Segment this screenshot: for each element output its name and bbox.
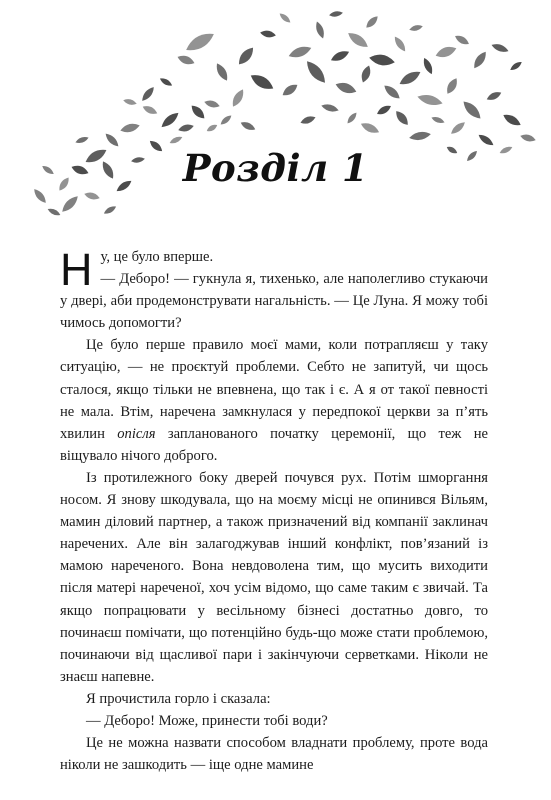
petal-shape	[519, 133, 536, 143]
petal-shape	[206, 123, 219, 134]
petal-shape	[449, 120, 467, 137]
falling-petals-decoration	[0, 0, 551, 230]
petal-shape	[434, 44, 458, 60]
petal-shape	[177, 123, 194, 133]
petal-shape	[393, 109, 411, 128]
petal-shape	[75, 135, 90, 145]
petal-shape	[59, 193, 80, 214]
petal-shape	[392, 35, 408, 53]
petal-shape	[359, 120, 380, 136]
petal-shape	[183, 29, 217, 55]
petal-shape	[235, 45, 256, 68]
paragraph-1-text: у, це було вперше. — Деборо! — гукнула я, тихенько, але наполегливо стукаючи у двері, аби продемонструвати нагальність. — Це Луна. Я можу тобі чимось допомогти?	[60, 249, 488, 332]
petal-shape	[230, 87, 247, 108]
petal-shape	[176, 53, 196, 66]
petal-shape	[416, 92, 443, 108]
petal-shape	[141, 104, 158, 117]
petal-shape	[47, 207, 62, 218]
petal-shape	[159, 76, 174, 88]
petal-shape	[280, 82, 299, 99]
chapter-body	[60, 246, 488, 776]
petal-shape	[219, 114, 233, 127]
petal-shape	[329, 10, 344, 18]
petal-shape	[303, 58, 329, 86]
drop-cap: Н	[60, 244, 93, 295]
petal-shape	[421, 56, 434, 75]
petal-shape	[490, 42, 509, 54]
petal-shape	[409, 24, 424, 33]
petal-shape	[346, 111, 359, 125]
paragraph-1	[60, 246, 488, 334]
petal-shape	[382, 83, 402, 102]
petal-shape	[397, 68, 422, 88]
paragraph-6: Це не можна назвати способом владнати проблему, проте вода ніколи не зашкодить — іще одне мамине	[60, 735, 488, 774]
petal-shape	[123, 98, 138, 107]
petal-shape	[346, 29, 371, 50]
petal-shape	[408, 130, 431, 142]
paragraph-3: Із протилежного боку дверей почувся рух. Потім шморгання носом. Я знову шкодувала, що на моєму місці не опинився Вільям, мамин діловий партнер, а також призначений від компанії заклинач наречених. Але він залагоджував інший конфлікт, пов’язаний із мамою нареченого. Вона невдоволена тим, що мусить виходити після матері нареченої, хоч усім відомо, що саме таким є звичай. Та якщо попрацювати у весільному бізнесі достатньо довго, то починаєш помічати, що потенційно будь-що може стати проблемою, починаючи від щасливої пари і закінчуючи серветками. Ніколи не знаєш напевне.	[60, 469, 488, 685]
paragraph-5: — Деборо! Може, принести тобі води?	[86, 712, 328, 729]
petal-shape	[368, 53, 395, 68]
petal-shape	[364, 14, 380, 30]
petal-shape	[214, 61, 231, 82]
petal-shape	[485, 90, 502, 103]
petal-shape	[278, 12, 292, 25]
petal-shape	[501, 112, 522, 129]
chapter-title: Розділ 1	[182, 146, 369, 190]
petal-shape	[320, 103, 339, 114]
petal-shape	[159, 110, 181, 130]
petal-shape	[248, 71, 276, 93]
petal-shape	[453, 33, 470, 47]
petal-shape	[260, 29, 277, 38]
petal-shape	[103, 204, 118, 216]
petal-shape	[375, 103, 392, 117]
paragraph-2: Це було перше правило моєї мами, коли потрапляєш у таку ситуацію, — не проєктуй проблеми. Себто не запитуй, чи щось сталося, якщо тільки не впевнена, що так і є. А я от такої певності не мала. Втім, наречена замкнулася у передпокої церкви за п’ять хвилин опісля запланованого початку церемонії, що теж не віщувало нічого доброго.	[60, 337, 488, 464]
paragraph-4: Я прочистила горло і сказала:	[86, 690, 271, 707]
petal-shape	[299, 114, 316, 126]
petal-shape	[287, 44, 313, 61]
petal-shape	[334, 80, 358, 96]
petal-shape	[169, 135, 184, 146]
petal-shape	[509, 60, 523, 72]
petal-shape	[314, 20, 326, 39]
petal-shape	[359, 64, 372, 84]
petal-shape	[460, 98, 483, 121]
petal-shape	[431, 115, 446, 125]
petal-shape	[203, 99, 220, 109]
petal-shape	[239, 120, 256, 133]
petal-shape	[119, 122, 140, 135]
petal-shape	[329, 48, 350, 64]
petal-shape	[189, 103, 207, 121]
petal-shape	[444, 76, 460, 95]
petal-shape	[140, 85, 157, 103]
petal-shape	[471, 50, 489, 71]
petal-shape	[83, 191, 100, 201]
